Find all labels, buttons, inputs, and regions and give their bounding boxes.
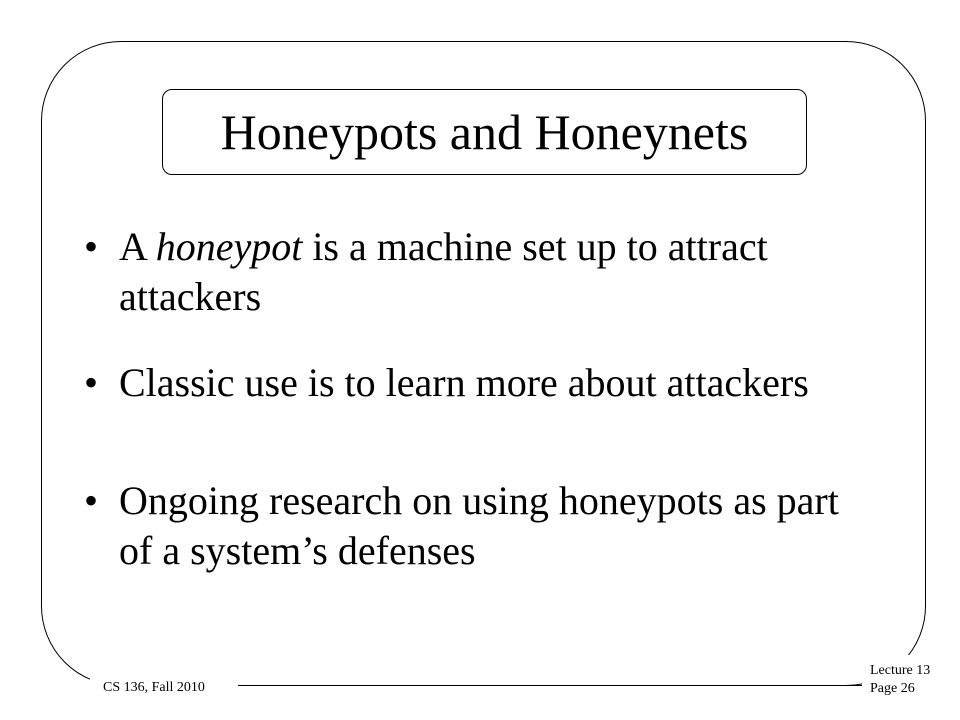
bullet-text: Classic use is to learn more about attackers [119,360,809,405]
footer-course-label: CS 136, Fall 2010 [103,680,205,695]
bullet-glyph: • [84,478,99,523]
footer-page-number: Page 26 [870,681,915,696]
bullet-text-emphasis: honeypot [155,224,303,269]
bullet-text-post: is a machine set up to attract attackers [119,224,768,319]
bullet-text: Ongoing research on using honeypots as part of a system’s defenses [119,478,839,573]
bullet-text [119,222,869,322]
slide-title: Honeypots and Honeynets [220,104,749,160]
bullet-glyph: • [84,360,99,405]
bullet-text-pre: A [119,224,156,269]
footer-lecture-number: Lecture 13 [870,663,931,678]
footer-lecture-info [870,662,930,698]
bullet-glyph: • [84,224,99,269]
